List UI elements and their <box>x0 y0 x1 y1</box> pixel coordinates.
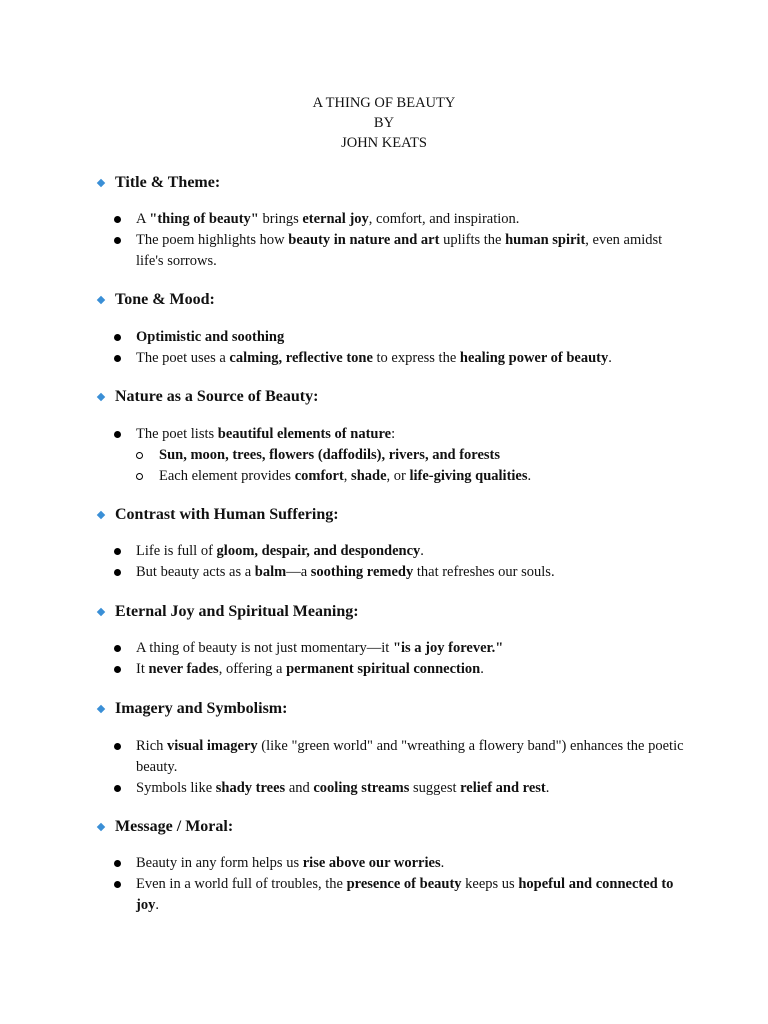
bold-text: permanent spiritual connection <box>286 661 481 677</box>
bold-text: cooling streams <box>313 780 410 796</box>
list-item <box>114 736 684 778</box>
bold-text: gloom, despair, and despondency <box>216 543 421 559</box>
sub-list <box>114 445 684 487</box>
bold-text: calming, reflective tone <box>229 350 373 366</box>
section-heading-text: Contrast with Human Suffering: <box>115 506 339 523</box>
disc-bullet-icon <box>114 355 121 362</box>
bold-text: beautiful elements of nature <box>217 426 392 442</box>
text-run: , <box>343 468 352 484</box>
diamond-bullet-icon <box>97 823 105 831</box>
list-item <box>114 853 684 874</box>
text-run: . <box>527 468 532 484</box>
section-list-message <box>114 853 684 916</box>
document-title: A THING OF BEAUTY <box>312 95 456 111</box>
bold-text: shady trees <box>215 780 286 796</box>
list-item <box>114 424 684 445</box>
text-run: Rich <box>136 738 168 754</box>
bold-text: beauty in nature and art <box>288 232 440 248</box>
disc-bullet-icon <box>114 569 121 576</box>
bold-text: Sun, moon, trees, flowers (daffodils), rivers, and forests <box>159 447 500 463</box>
section-list-tone-mood <box>114 327 684 369</box>
bold-text: human spirit <box>505 232 586 248</box>
text-run: , even amidst life's sorrows. <box>136 232 663 269</box>
text-run: Beauty in any form helps us <box>136 855 303 871</box>
section-heading-text: Message / Moral: <box>115 818 234 835</box>
list-item <box>114 874 684 916</box>
section-heading-message <box>96 817 233 837</box>
sub-list-item <box>136 445 684 466</box>
circle-bullet-icon <box>136 452 143 459</box>
text-run: , or <box>386 468 410 484</box>
text-run: Life is full of <box>136 543 217 559</box>
disc-bullet-icon <box>114 237 121 244</box>
text-run: to express the <box>372 350 460 366</box>
bold-text: "is a joy forever." <box>392 640 504 656</box>
disc-bullet-icon <box>114 216 121 223</box>
section-heading-contrast <box>96 505 339 525</box>
text-run: Each element provides <box>159 468 295 484</box>
bold-text: visual imagery <box>167 738 258 754</box>
text-run: Even in a world full of troubles, the <box>136 876 347 892</box>
section-heading-text: Nature as a Source of Beauty: <box>115 388 319 405</box>
text-run: . <box>480 661 484 677</box>
text-run: . <box>545 780 550 796</box>
text-run: A thing of beauty is not just momentary—it <box>136 640 393 656</box>
list-item <box>114 327 684 348</box>
bold-text: shade <box>351 468 387 484</box>
text-run: , comfort, and inspiration. <box>368 211 520 227</box>
author-name: JOHN KEATS <box>341 135 427 151</box>
diamond-bullet-icon <box>97 393 105 401</box>
bold-text: healing power of beauty <box>459 350 609 366</box>
bold-text: Optimistic and soothing <box>136 329 285 345</box>
section-heading-title-theme <box>96 173 220 193</box>
bold-text: "thing of beauty" <box>149 211 259 227</box>
text-run: uplifts the <box>439 232 506 248</box>
list-item <box>114 209 684 230</box>
diamond-bullet-icon <box>97 608 105 616</box>
disc-bullet-icon <box>114 860 121 867</box>
bold-text: never fades <box>148 661 219 677</box>
disc-bullet-icon <box>114 334 121 341</box>
diamond-bullet-icon <box>97 511 105 519</box>
text-run: Symbols like <box>136 780 216 796</box>
list-item <box>114 562 684 583</box>
list-item <box>114 541 684 562</box>
section-heading-nature <box>96 387 318 407</box>
disc-bullet-icon <box>114 431 121 438</box>
section-heading-text: Imagery and Symbolism: <box>115 700 288 717</box>
section-heading-eternal-joy <box>96 602 359 622</box>
section-heading-tone-mood <box>96 290 215 310</box>
bold-text: hopeful and connected to joy <box>136 876 674 913</box>
diamond-bullet-icon <box>97 296 105 304</box>
diamond-bullet-icon <box>97 705 105 713</box>
bold-text: soothing remedy <box>310 564 414 580</box>
section-heading-text: Eternal Joy and Spiritual Meaning: <box>115 603 359 620</box>
text-run: . <box>440 855 445 871</box>
title-block <box>0 93 768 153</box>
text-run: : <box>391 426 396 442</box>
bold-text: relief and rest <box>460 780 546 796</box>
disc-bullet-icon <box>114 881 121 888</box>
circle-bullet-icon <box>136 473 143 480</box>
list-item <box>114 348 684 369</box>
text-run: A <box>136 211 150 227</box>
text-run: —a <box>286 564 311 580</box>
text-run: suggest <box>409 780 461 796</box>
list-item <box>114 230 684 272</box>
text-run: and <box>285 780 314 796</box>
section-list-title-theme <box>114 209 684 272</box>
section-heading-text: Tone & Mood: <box>115 291 215 308</box>
bold-text: eternal joy <box>302 211 369 227</box>
text-run: keeps us <box>461 876 519 892</box>
text-run: brings <box>258 211 303 227</box>
bold-text: life-giving qualities <box>409 468 528 484</box>
list-item <box>114 638 684 659</box>
text-run: . <box>155 897 159 913</box>
diamond-bullet-icon <box>97 179 105 187</box>
by-line: BY <box>373 115 395 131</box>
bold-text: presence of beauty <box>346 876 462 892</box>
text-run: (like "green world" and "wreathing a flowery band") enhances the poetic beauty. <box>136 738 684 775</box>
text-run: The poet lists <box>136 426 218 442</box>
text-run: . <box>420 543 424 559</box>
section-heading-text: Title & Theme: <box>115 174 221 191</box>
disc-bullet-icon <box>114 645 121 652</box>
bold-text: balm <box>254 564 287 580</box>
bold-text: rise above our worries <box>302 855 441 871</box>
section-list-nature <box>114 424 684 487</box>
section-list-contrast <box>114 541 684 583</box>
text-run: But beauty acts as a <box>136 564 255 580</box>
list-item <box>114 659 684 680</box>
text-run: that refreshes our souls. <box>413 564 555 580</box>
disc-bullet-icon <box>114 666 121 673</box>
disc-bullet-icon <box>114 743 121 750</box>
text-run: It <box>136 661 149 677</box>
text-run: The poet uses a <box>136 350 230 366</box>
disc-bullet-icon <box>114 785 121 792</box>
list-item <box>114 778 684 799</box>
bold-text: comfort <box>294 468 344 484</box>
section-heading-imagery <box>96 699 287 719</box>
section-list-eternal-joy <box>114 638 684 680</box>
text-run: . <box>608 350 612 366</box>
section-list-imagery <box>114 736 684 799</box>
text-run: The poem highlights how <box>136 232 289 248</box>
disc-bullet-icon <box>114 548 121 555</box>
sub-list-item <box>136 466 684 487</box>
text-run: , offering a <box>218 661 287 677</box>
